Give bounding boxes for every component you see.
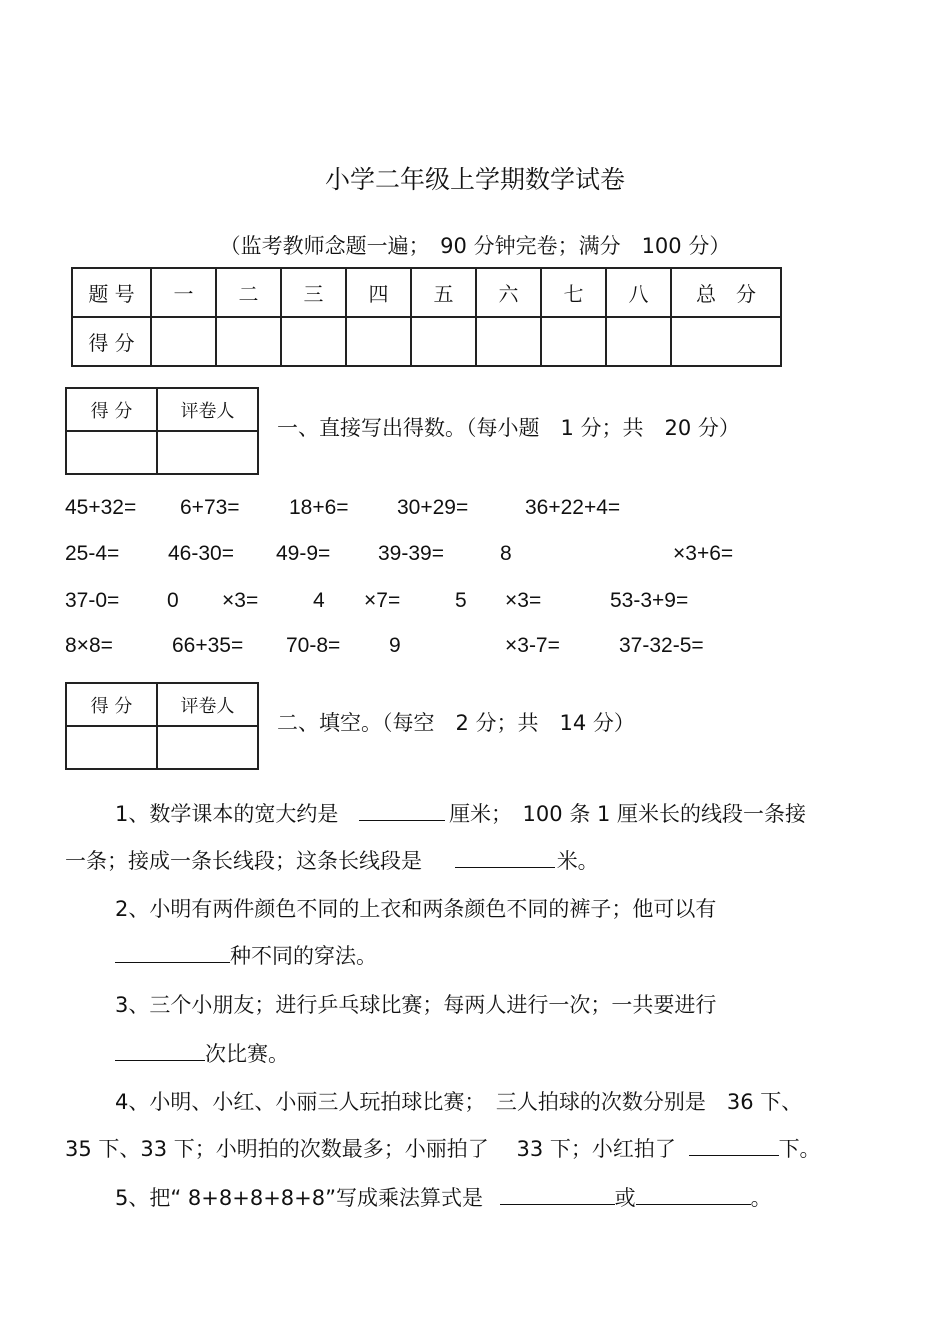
expression: ×7= bbox=[364, 589, 401, 612]
section2-heading: 二、填空。（每空 2 分；共 14 分） bbox=[277, 711, 635, 735]
exam-instructions: （监考教师念题一遍； 90 分钟完卷；满分 100 分） bbox=[219, 234, 731, 258]
score-cell bbox=[411, 317, 476, 366]
grader-score-label: 得 分 bbox=[66, 388, 157, 431]
header-q7: 七 bbox=[541, 268, 606, 317]
header-q5: 五 bbox=[411, 268, 476, 317]
grader-name-cell bbox=[157, 726, 258, 769]
q5-text-b: 或 bbox=[614, 1186, 636, 1210]
q3-text-b: 次比赛。 bbox=[205, 1042, 289, 1066]
q5-blank-1[interactable] bbox=[500, 1186, 615, 1205]
header-q4: 四 bbox=[346, 268, 411, 317]
expression: 0 bbox=[167, 589, 179, 612]
score-cell bbox=[151, 317, 216, 366]
q4-text-c: 下。 bbox=[778, 1137, 821, 1161]
expression: ×3= bbox=[505, 589, 542, 612]
expression: 18+6= bbox=[289, 496, 349, 519]
grader-box-section2 bbox=[65, 682, 259, 770]
expression: 39-39= bbox=[378, 542, 444, 565]
expression: 4 bbox=[313, 589, 325, 612]
expression: 6+73= bbox=[180, 496, 240, 519]
expression: 30+29= bbox=[397, 496, 469, 519]
question-2-line-2 bbox=[115, 940, 377, 970]
q1-blank-1[interactable] bbox=[359, 802, 445, 821]
expression: ×3+6= bbox=[673, 542, 734, 565]
score-cell bbox=[281, 317, 346, 366]
grader-box-section1 bbox=[65, 387, 259, 475]
expression: 9 bbox=[389, 634, 401, 657]
question-3-line-2 bbox=[115, 1038, 289, 1068]
expression: 8×8= bbox=[65, 634, 113, 657]
expression: 37-32-5= bbox=[619, 634, 704, 657]
question-4-line-1: 4、小明、小红、小丽三人玩拍球比赛； 三人拍球的次数分别是 36 下、 bbox=[115, 1090, 803, 1114]
expression: ×3-7= bbox=[505, 634, 560, 657]
q1-text-d: 米。 bbox=[556, 849, 599, 873]
expression: 5 bbox=[455, 589, 467, 612]
grader-name-label: 评卷人 bbox=[157, 388, 258, 431]
expression: ×3= bbox=[222, 589, 259, 612]
expression: 66+35= bbox=[172, 634, 244, 657]
question-1-line-2 bbox=[65, 845, 599, 875]
score-cell bbox=[541, 317, 606, 366]
score-cell bbox=[346, 317, 411, 366]
grader-score-cell bbox=[66, 431, 157, 474]
q5-blank-2[interactable] bbox=[636, 1186, 751, 1205]
header-q3: 三 bbox=[281, 268, 346, 317]
q2-blank[interactable] bbox=[115, 944, 230, 963]
question-3-line-1: 3、三个小朋友；进行乒乓球比赛；每两人进行一次；一共要进行 bbox=[115, 993, 717, 1017]
header-q8: 八 bbox=[606, 268, 671, 317]
grader-score-label: 得 分 bbox=[66, 683, 157, 726]
q5-text-c: 。 bbox=[750, 1186, 772, 1210]
q3-blank[interactable] bbox=[115, 1042, 205, 1061]
expression: 46-30= bbox=[168, 542, 234, 565]
expression: 53-3+9= bbox=[610, 589, 689, 612]
expression: 70-8= bbox=[286, 634, 341, 657]
page-title: 小学二年级上学期数学试卷 bbox=[324, 165, 625, 194]
expression: 45+32= bbox=[65, 496, 137, 519]
header-total: 总 分 bbox=[671, 268, 781, 317]
expression: 49-9= bbox=[276, 542, 331, 565]
q2-text-b: 种不同的穿法。 bbox=[230, 944, 377, 968]
header-q6: 六 bbox=[476, 268, 541, 317]
question-2-line-1: 2、小明有两件颜色不同的上衣和两条颜色不同的裤子；他可以有 bbox=[115, 897, 717, 921]
grader-name-label: 评卷人 bbox=[157, 683, 258, 726]
score-cell-total bbox=[671, 317, 781, 366]
q1-text-c: 一条；接成一条长线段；这条长线段是 bbox=[65, 849, 422, 873]
row-label-question-number: 题 号 bbox=[72, 268, 151, 317]
grader-name-cell bbox=[157, 431, 258, 474]
q4-blank[interactable] bbox=[689, 1137, 779, 1156]
section1-heading: 一、直接写出得数。（每小题 1 分；共 20 分） bbox=[277, 416, 740, 440]
score-cell bbox=[216, 317, 281, 366]
score-cell bbox=[476, 317, 541, 366]
row-label-score: 得 分 bbox=[72, 317, 151, 366]
score-table-score-row bbox=[72, 317, 781, 366]
expression: 25-4= bbox=[65, 542, 120, 565]
expression: 36+22+4= bbox=[525, 496, 621, 519]
question-4-line-2 bbox=[65, 1133, 821, 1163]
q5-text-a: 5、把“ 8+8+8+8+8”写成乘法算式是 bbox=[115, 1186, 483, 1210]
score-table-header-row bbox=[72, 268, 781, 317]
header-q1: 一 bbox=[151, 268, 216, 317]
q4-text-b: 35 下、33 下；小明拍的次数最多；小丽拍了 33 下；小红拍了 bbox=[65, 1137, 676, 1161]
q1-blank-2[interactable] bbox=[455, 849, 555, 868]
expression: 37-0= bbox=[65, 589, 120, 612]
question-1-line-1 bbox=[115, 798, 806, 828]
q1-text-a: 1、数学课本的宽大约是 bbox=[115, 802, 339, 826]
score-table bbox=[71, 267, 782, 367]
q1-text-b: 厘米； 100 条 1 厘米长的线段一条接 bbox=[449, 802, 807, 826]
score-cell bbox=[606, 317, 671, 366]
expression: 8 bbox=[500, 542, 512, 565]
header-q2: 二 bbox=[216, 268, 281, 317]
grader-score-cell bbox=[66, 726, 157, 769]
question-5-line-1 bbox=[115, 1182, 772, 1212]
